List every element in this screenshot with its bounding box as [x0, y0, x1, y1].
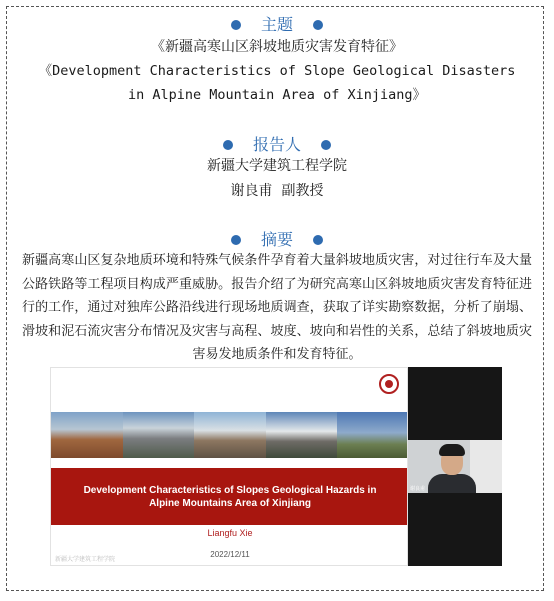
- bullet-icon: [231, 20, 241, 30]
- speaker-video-panel: [408, 367, 502, 566]
- mountain-photo: [51, 412, 123, 458]
- speaker-section-header: [0, 132, 554, 155]
- presentation-slide: [50, 367, 408, 566]
- slide-title-band: [51, 468, 408, 525]
- mountain-photo: [123, 412, 195, 458]
- speaker-header: 报告人: [252, 137, 301, 154]
- speaker-video-feed: [408, 440, 502, 493]
- slide-date: 2022/12/11: [210, 550, 250, 559]
- slide-watermark: 新疆大学建筑工程学院: [55, 557, 116, 563]
- topic-header: 主题: [260, 17, 293, 34]
- camera-label: 谢良甫: [410, 486, 426, 492]
- topic-title-en-line1: 《Development Characteristics of Slope Geological Disasters: [38, 63, 516, 79]
- slide-title-line1: Development Characteristics of Slopes Geological Hazards in: [83, 485, 377, 496]
- speaker-hair: [439, 444, 465, 456]
- abstract-text: 新疆高寒山区复杂地质环境和特殊气候条件孕育着大量斜坡地质灾害，对过往行车及大量公路铁路等工程项目构成严重威胁。报告介绍了为研究高寒山区斜坡地质灾害发育特征进行的工作，通过对独库公路沿线进行现场地质调查，获取了详实勘察数据，分析了崩塌、滑坡和泥石流灾害分布情况及灾害与高程、坡度、坡向和岩性的关系，总结了斜坡地质灾害易发地质条件和发育特征。: [22, 253, 532, 362]
- topic-title-en-line2: in Alpine Mountain Area of Xinjiang》: [128, 87, 426, 103]
- mountain-photo: [194, 412, 266, 458]
- speaker-shirt: [428, 474, 476, 493]
- abstract-section-header: [0, 227, 554, 250]
- bullet-icon: [231, 235, 241, 245]
- bullet-icon: [313, 20, 323, 30]
- mountain-photo-strip: [51, 412, 408, 458]
- speaker-name: 谢良甫 副教授: [230, 183, 324, 199]
- speaker-affiliation: 新疆大学建筑工程学院: [207, 158, 347, 174]
- slide-author: Liangfu Xie: [207, 528, 253, 538]
- mountain-photo: [266, 412, 338, 458]
- slide-title-line2: Alpine Mountains Area of Xinjiang: [149, 498, 311, 509]
- mountain-photo: [337, 412, 408, 458]
- bullet-icon: [321, 140, 331, 150]
- topic-title-cn: 《新疆高寒山区斜坡地质灾害发育特征》: [151, 39, 403, 55]
- abstract-header: 摘要: [260, 232, 293, 249]
- university-logo-icon: [379, 374, 399, 394]
- bullet-icon: [223, 140, 233, 150]
- bullet-icon: [313, 235, 323, 245]
- topic-section-header: [0, 12, 554, 35]
